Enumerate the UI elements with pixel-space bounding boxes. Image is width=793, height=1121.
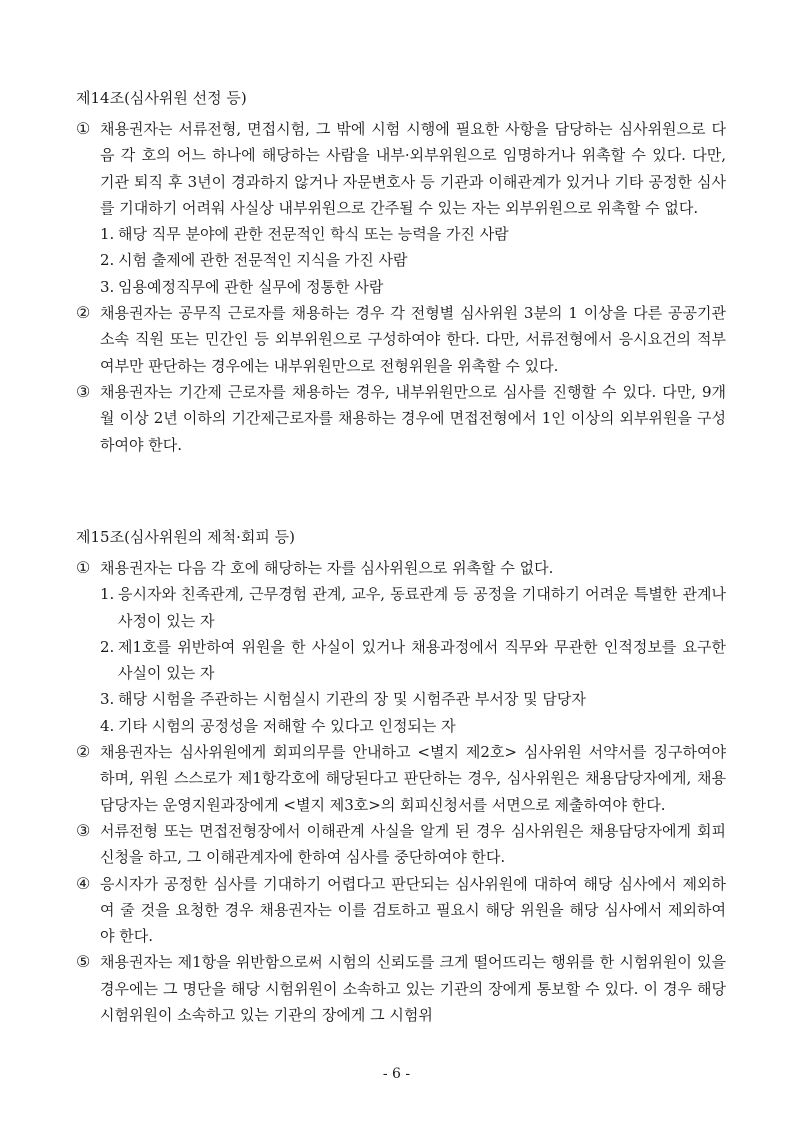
- paragraph-text: 채용권자는 서류전형, 면접시험, 그 밖에 시험 시행에 필요한 사항을 담당하는 심사위원으로 다음 각 호의 어느 하나에 해당하는 사람을 내부·외부위원으로 임명하거나 위촉할 수 있다. 다만, 기관 퇴직 후 3년이 경과하지 않거나 자문변호사 등 기관과 이해관계가 있거나 기타 공정한 심사를 기대하기 어려워 사실상 내부위원으로 간주될 수 있는 자는 외부위원으로 위촉할 수 없다.: [100, 120, 726, 217]
- article-15-item-3: [76, 686, 726, 712]
- item-text: 제1호를 위반하여 위원을 한 사실이 있거나 채용과정에서 직무와 무관한 인적정보를 요구한 사실이 있는 자: [118, 637, 726, 683]
- item-number: 4.: [100, 716, 115, 735]
- paragraph-marker: ②: [76, 742, 91, 762]
- article-14: [76, 88, 726, 458]
- article-14-paragraph-3: [76, 379, 726, 458]
- paragraph-marker: ②: [76, 303, 91, 323]
- paragraph-text: 채용권자는 공무직 근로자를 채용하는 경우 각 전형별 심사위원 3분의 1 이상을 다른 공공기관 소속 직원 또는 민간인 등 외부위원으로 구성하여야 한다. 다만, 서류전형에서 응시요건의 적부여부만 판단하는 경우에는 내부위원만으로 전형위원을 위촉할 수 있다.: [100, 304, 726, 375]
- paragraph-marker: ④: [76, 873, 91, 893]
- article-15-paragraph-5: [76, 949, 726, 1028]
- item-number: 3.: [100, 690, 115, 709]
- article-14-paragraph-1: [76, 116, 726, 221]
- article-15-title: 제15조(심사위원의 제척·회피 등): [76, 528, 295, 546]
- item-number: 1.: [100, 225, 115, 244]
- paragraph-marker: ①: [76, 558, 91, 577]
- item-text: 해당 시험을 주관하는 시험실시 기관의 장 및 시험주관 부서장 및 담당자: [118, 690, 586, 709]
- page-number: - 6 -: [382, 1066, 411, 1082]
- paragraph-marker: ⑤: [76, 952, 91, 972]
- paragraph-text: 채용권자는 기간제 근로자를 채용하는 경우, 내부위원만으로 심사를 진행할 수 있다. 다만, 9개월 이상 2년 이하의 기간제근로자를 채용하는 경우에 면접전형에서 1인 이상의 외부위원을 구성하여야 한다.: [100, 382, 726, 454]
- item-number: 2.: [100, 637, 115, 656]
- article-15-paragraph-1: [76, 555, 726, 581]
- paragraph-text: 응시자가 공정한 심사를 기대하기 어렵다고 판단되는 심사위원에 대하여 해당 심사에서 제외하여 줄 것을 요청한 경우 채용권자는 이를 검토하고 필요시 해당 위원을 해당 심사에서 제외하여야 한다.: [100, 874, 726, 946]
- article-14-title: 제14조(심사위원 선정 등): [76, 89, 247, 107]
- article-14-item-1: [76, 221, 726, 247]
- article-15-paragraph-3: [76, 818, 726, 871]
- article-15: [76, 527, 726, 1028]
- article-15-item-2: [76, 634, 726, 687]
- article-14-item-2: [76, 247, 726, 273]
- article-15-paragraph-4: [76, 871, 726, 950]
- paragraph-text: 서류전형 또는 면접전형장에서 이해관계 사실을 알게 된 경우 심사위원은 채용담당자에게 회피 신청을 하고, 그 이해관계자에 한하여 심사를 중단하여야 한다.: [100, 821, 726, 867]
- item-text: 기타 시험의 공정성을 저해할 수 있다고 인정되는 자: [118, 716, 456, 735]
- paragraph-marker: ③: [76, 381, 91, 401]
- article-14-paragraph-2: [76, 300, 726, 379]
- article-15-item-1: [76, 581, 726, 634]
- item-text: 임용예정직무에 관한 실무에 정통한 사람: [118, 277, 384, 296]
- paragraph-text: 채용권자는 제1항을 위반함으로써 시험의 신뢰도를 크게 떨어뜨리는 행위를 한 시험위원이 있을 경우에는 그 명단을 해당 시험위원이 소속하고 있는 기관의 장에게 통보할 수 있다. 이 경우 해당 시험위원이 소속하고 있는 기관의 장에게 그 시험위: [100, 953, 726, 1025]
- paragraph-text: 채용권자는 다음 각 호에 해당하는 자를 심사위원으로 위촉할 수 없다.: [100, 559, 554, 577]
- article-15-item-4: [76, 713, 726, 739]
- paragraph-marker: ①: [76, 119, 91, 138]
- item-text: 해당 직무 분야에 관한 전문적인 학식 또는 능력을 가진 사람: [118, 225, 509, 244]
- item-number: 1.: [100, 585, 115, 604]
- item-text: 응시자와 친족관계, 근무경험 관계, 교우, 동료관계 등 공정을 기대하기 어려운 특별한 관계나 사정이 있는 자: [118, 585, 726, 630]
- article-15-paragraph-2: [76, 739, 726, 818]
- item-number: 2.: [100, 251, 115, 270]
- item-text: 시험 출제에 관한 전문적인 지식을 가진 사람: [118, 251, 408, 270]
- item-number: 3.: [100, 277, 115, 296]
- article-14-item-3: [76, 274, 726, 300]
- paragraph-marker: ③: [76, 820, 91, 840]
- paragraph-text: 채용권자는 심사위원에게 회피의무를 안내하고 <별지 제2호> 심사위원 서약서를 징구하여야 하며, 위원 스스로가 제1항각호에 해당된다고 판단하는 경우, 심사위원은 채용담당자에게, 채용담당자는 운영지원과장에게 <별지 제3호>의 회피신청서를 서면으로 제출하여야 한다.: [100, 743, 726, 814]
